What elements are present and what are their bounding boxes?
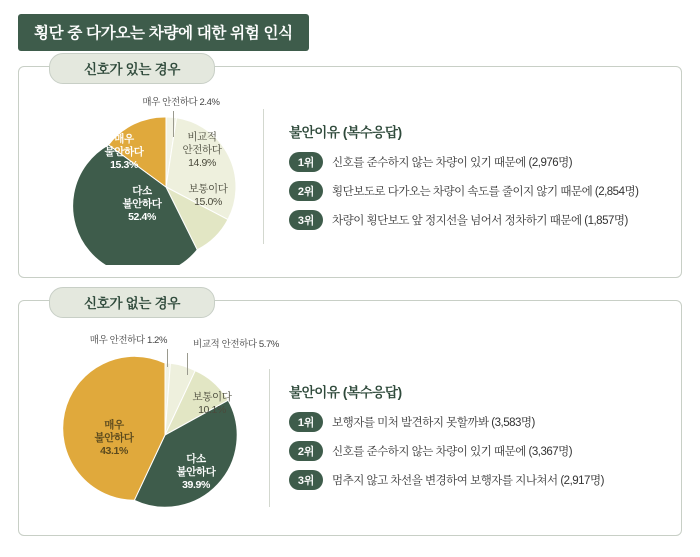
pie-label-somewhat-anxious-line3: 39.9% [182,479,210,492]
reasons-block-with-signal [289,121,669,239]
pie-chart-without-signal [47,335,277,520]
panel-divider-with-signal [263,109,264,244]
rank-badge: 3위 [289,470,323,490]
rank-badge: 2위 [289,441,323,461]
reason-row [289,441,669,461]
section-panel-without-signal [18,296,682,536]
reason-text: 횡단보도로 다가오는 차량이 속도를 줄이지 않기 때문에 (2,854명) [332,186,639,198]
reasons-block-without-signal [289,381,669,499]
leader-line-very-safe [167,349,168,367]
reason-text: 보행자를 미처 발견하지 못할까봐 (3,583명) [332,417,535,429]
reason-row [289,470,669,490]
reasons-title-without-signal: 불안이유 (복수응답) [289,385,402,400]
pie-label-somewhat-anxious-line2: 불안하다 [176,466,216,479]
rank-badge: 2위 [289,181,323,201]
pie-label-neutral-line1: 보통이다 [188,183,228,195]
pie-label-very-safe: 매우 안전하다 2.4% [142,97,220,108]
pie-label-very-safe: 매우 안전하다 1.2% [89,335,167,346]
pie-label-somewhat-anxious [163,453,229,492]
pie-label-very-anxious-line2: 불안하다 [104,146,144,159]
pie-label-neutral-line2: 10.1% [198,404,226,417]
section-panel-with-signal [18,62,682,278]
section-tab-without-signal: 신호가 없는 경우 [49,287,215,318]
pie-label-neutral [181,391,243,417]
reason-row [289,210,669,230]
pie-label-neutral-line1: 보통이다 [192,391,232,403]
reason-text: 차량이 횡단보도 앞 정지선을 넘어서 정차하기 때문에 (1,857명) [332,215,628,227]
pie-label-very-anxious-line2: 불안하다 [94,432,134,445]
pie-label-very-anxious [81,419,147,458]
reason-row [289,181,669,201]
pie-label-very-anxious-line3: 15.3% [110,159,138,172]
pie-label-somewhat-anxious-line1: 다소 [132,185,152,197]
page-title: 횡단 중 다가오는 차량에 대한 위험 인식 [18,14,309,51]
pie-label-somewhat-anxious-line1: 다소 [186,453,206,465]
reason-row [289,152,669,172]
reason-row [289,412,669,432]
reason-text: 신호를 준수하지 않는 차량이 있기 때문에 (3,367명) [332,446,573,458]
reasons-title-with-signal: 불안이유 (복수응답) [289,125,402,140]
pie-label-very-anxious-line1: 매우 [114,133,134,145]
rank-badge: 1위 [289,152,323,172]
section-tab-with-signal: 신호가 있는 경우 [49,53,215,84]
panel-divider-without-signal [269,369,270,507]
pie-label-somewhat-anxious-line2: 불안하다 [122,198,162,211]
pie-label-neutral [177,183,239,209]
reason-text: 신호를 준수하지 않는 차량이 있기 때문에 (2,976명) [332,157,573,169]
leader-line-fairly-safe [187,353,188,375]
pie-chart-with-signal [61,97,271,265]
pie-label-fairly-safe-line1: 비교적 [187,131,217,143]
rank-badge: 3위 [289,210,323,230]
rank-badge: 1위 [289,412,323,432]
pie-label-somewhat-anxious [109,185,175,224]
pie-label-fairly-safe-line3: 14.9% [188,157,216,170]
pie-label-fairly-safe [171,131,233,170]
pie-label-fairly-safe-line2: 안전하다 [182,144,222,157]
reason-text: 멈추지 않고 차선을 변경하여 보행자를 지나쳐서 (2,917명) [332,475,604,487]
pie-label-very-anxious-line1: 매우 [104,419,124,431]
pie-label-very-anxious-line3: 43.1% [100,445,128,458]
pie-label-somewhat-anxious-line3: 52.4% [128,211,156,224]
pie-label-fairly-safe: 비교적 안전하다 5.7% [193,339,279,350]
pie-label-very-anxious [95,133,153,172]
pie-label-neutral-line2: 15.0% [194,196,222,209]
